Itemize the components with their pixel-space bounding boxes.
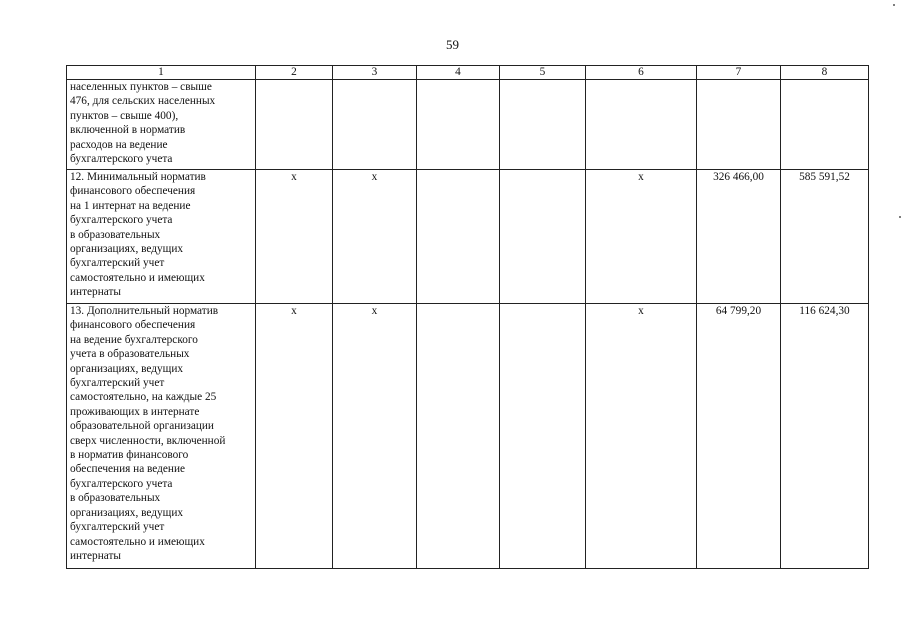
row-description: 12. Минимальный норматив финансового обеспечения на 1 интернат на ведение бухгалтерского учета в образовательных организациях, ведущих бухгалтерский учет самостоятельно и имеющих интернаты — [67, 170, 256, 304]
table-cell — [500, 80, 586, 170]
column-header: 4 — [417, 66, 500, 80]
page-number: 59 — [446, 37, 459, 52]
table-cell — [586, 80, 697, 170]
table-row — [67, 170, 869, 304]
column-header: 5 — [500, 66, 586, 80]
table-row — [67, 304, 869, 569]
table-cell: 116 624,30 — [781, 304, 869, 569]
row-description: населенных пунктов – свыше 476, для сельских населенных пунктов – свыше 400), включенной в норматив расходов на ведение бухгалтерского учета — [67, 80, 256, 170]
table-cell — [417, 304, 500, 569]
table-cell: х — [333, 170, 417, 304]
column-header: 3 — [333, 66, 417, 80]
column-header: 8 — [781, 66, 869, 80]
column-header: 1 — [67, 66, 256, 80]
table-cell: х — [256, 170, 333, 304]
table-cell — [417, 80, 500, 170]
table-cell — [500, 170, 586, 304]
normative-table — [66, 65, 869, 569]
column-header: 2 — [256, 66, 333, 80]
scan-speck — [893, 4, 895, 6]
table-cell: 326 466,00 — [697, 170, 781, 304]
header-row — [67, 66, 869, 80]
table-cell: х — [333, 304, 417, 569]
table-cell: 64 799,20 — [697, 304, 781, 569]
table-cell: х — [586, 170, 697, 304]
column-header: 7 — [697, 66, 781, 80]
table-cell — [697, 80, 781, 170]
row-description: 13. Дополнительный норматив финансового обеспечения на ведение бухгалтерского учета в образовательных организациях, ведущих бухгалтерский учет самостоятельно, на каждые 25 проживающих в интернате образовательной организации сверх численности, включенной в норматив финансового обеспечения на ведение бухгалтерского учета в образовательных организациях, ведущих бухгалтерский учет самостоятельно и имеющих интернаты — [67, 304, 256, 569]
table-cell — [781, 80, 869, 170]
table-cell — [500, 304, 586, 569]
table-cell — [333, 80, 417, 170]
column-header: 6 — [586, 66, 697, 80]
table-cell: х — [586, 304, 697, 569]
scan-speck — [899, 216, 901, 218]
table-cell — [256, 80, 333, 170]
table-cell — [417, 170, 500, 304]
table-cell: х — [256, 304, 333, 569]
table-row — [67, 80, 869, 170]
table-cell: 585 591,52 — [781, 170, 869, 304]
